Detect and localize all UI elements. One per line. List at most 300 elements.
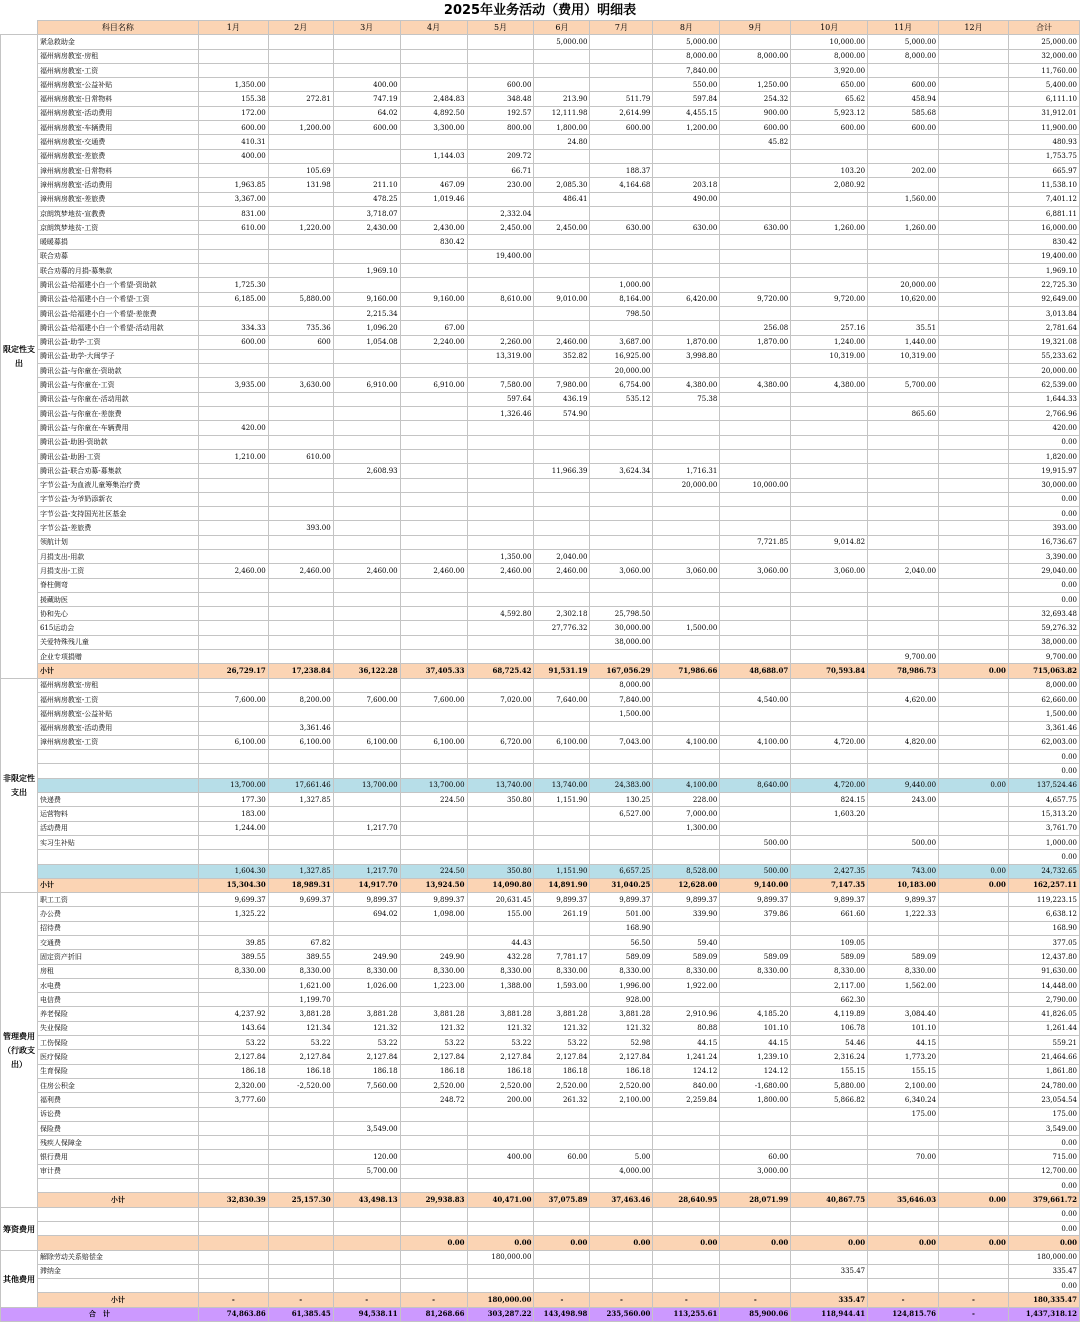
- month-value-cell[interactable]: 3,687.00: [590, 335, 653, 349]
- month-value-cell[interactable]: 25,157.30: [268, 1193, 333, 1207]
- month-value-cell[interactable]: [268, 63, 333, 77]
- month-value-cell[interactable]: [868, 678, 939, 692]
- month-value-cell[interactable]: [467, 707, 534, 721]
- row-total-cell[interactable]: 715.00: [1008, 1150, 1079, 1164]
- month-value-cell[interactable]: [939, 335, 1009, 349]
- month-value-cell[interactable]: [653, 721, 720, 735]
- month-value-cell[interactable]: 5,880.00: [268, 292, 333, 306]
- month-value-cell[interactable]: 4,720.00: [791, 778, 868, 792]
- month-value-cell[interactable]: [720, 278, 791, 292]
- month-value-cell[interactable]: [653, 421, 720, 435]
- month-value-cell[interactable]: [939, 821, 1009, 835]
- month-value-cell[interactable]: 53.22: [198, 1036, 268, 1050]
- row-name-cell[interactable]: 福州病房教室-房租: [37, 678, 198, 692]
- month-value-cell[interactable]: 7,980.00: [534, 378, 590, 392]
- month-value-cell[interactable]: [590, 721, 653, 735]
- month-value-cell[interactable]: [791, 621, 868, 635]
- row-total-cell[interactable]: 175.00: [1008, 1107, 1079, 1121]
- month-value-cell[interactable]: 6,910.00: [400, 378, 467, 392]
- month-value-cell[interactable]: 743.00: [868, 864, 939, 878]
- month-value-cell[interactable]: 8,200.00: [268, 692, 333, 706]
- row-total-cell[interactable]: 379,661.72: [1008, 1193, 1079, 1207]
- month-value-cell[interactable]: [653, 1264, 720, 1278]
- month-value-cell[interactable]: 7,600.00: [400, 692, 467, 706]
- month-value-cell[interactable]: 9,899.37: [720, 893, 791, 907]
- month-value-cell[interactable]: 2,520.00: [534, 1078, 590, 1092]
- month-value-cell[interactable]: 7,580.00: [467, 378, 534, 392]
- month-value-cell[interactable]: [720, 249, 791, 263]
- row-total-cell[interactable]: 0.00: [1008, 507, 1079, 521]
- month-value-cell[interactable]: [268, 835, 333, 849]
- month-value-cell[interactable]: 254.32: [720, 92, 791, 106]
- month-value-cell[interactable]: [467, 264, 534, 278]
- grand-total-month-cell[interactable]: 143,498.98: [534, 1307, 590, 1321]
- month-value-cell[interactable]: 2,430.00: [333, 221, 400, 235]
- month-value-cell[interactable]: [268, 478, 333, 492]
- month-value-cell[interactable]: [333, 521, 400, 535]
- month-value-cell[interactable]: 9,899.37: [868, 893, 939, 907]
- month-value-cell[interactable]: [868, 492, 939, 506]
- month-value-cell[interactable]: 80.88: [653, 1021, 720, 1035]
- month-value-cell[interactable]: [534, 721, 590, 735]
- month-value-cell[interactable]: 10,319.00: [791, 349, 868, 363]
- month-value-cell[interactable]: 1,440.00: [868, 335, 939, 349]
- month-value-cell[interactable]: [653, 1121, 720, 1135]
- header-month[interactable]: 3月: [333, 21, 400, 35]
- month-value-cell[interactable]: [720, 721, 791, 735]
- month-value-cell[interactable]: [939, 449, 1009, 463]
- month-value-cell[interactable]: [534, 1107, 590, 1121]
- month-value-cell[interactable]: [198, 750, 268, 764]
- month-value-cell[interactable]: [268, 306, 333, 320]
- row-total-cell[interactable]: 1,000.00: [1008, 835, 1079, 849]
- month-value-cell[interactable]: [400, 607, 467, 621]
- month-value-cell[interactable]: [868, 364, 939, 378]
- month-value-cell[interactable]: 13,700.00: [198, 778, 268, 792]
- row-name-cell[interactable]: 福州病房教室-活动费用: [37, 106, 198, 120]
- month-value-cell[interactable]: [868, 607, 939, 621]
- row-name-cell[interactable]: [37, 1179, 198, 1193]
- month-value-cell[interactable]: 2,316.24: [791, 1050, 868, 1064]
- month-value-cell[interactable]: [400, 621, 467, 635]
- month-value-cell[interactable]: 2,910.96: [653, 1007, 720, 1021]
- month-value-cell[interactable]: [868, 535, 939, 549]
- month-value-cell[interactable]: 4,592.80: [467, 607, 534, 621]
- month-value-cell[interactable]: [653, 1150, 720, 1164]
- month-value-cell[interactable]: 4,820.00: [868, 735, 939, 749]
- month-value-cell[interactable]: 436.19: [534, 392, 590, 406]
- month-value-cell[interactable]: [400, 678, 467, 692]
- month-value-cell[interactable]: 2,080.92: [791, 178, 868, 192]
- row-name-cell[interactable]: [37, 850, 198, 864]
- month-value-cell[interactable]: 75.38: [653, 392, 720, 406]
- month-value-cell[interactable]: [791, 249, 868, 263]
- row-total-cell[interactable]: 41,826.05: [1008, 1007, 1079, 1021]
- month-value-cell[interactable]: [400, 507, 467, 521]
- month-value-cell[interactable]: [653, 521, 720, 535]
- month-value-cell[interactable]: [653, 149, 720, 163]
- month-value-cell[interactable]: [868, 921, 939, 935]
- month-value-cell[interactable]: [791, 206, 868, 220]
- month-value-cell[interactable]: [198, 607, 268, 621]
- month-value-cell[interactable]: 224.50: [400, 864, 467, 878]
- month-value-cell[interactable]: [653, 635, 720, 649]
- month-value-cell[interactable]: [868, 478, 939, 492]
- month-value-cell[interactable]: 2,430.00: [400, 221, 467, 235]
- month-value-cell[interactable]: [333, 549, 400, 563]
- month-value-cell[interactable]: [939, 921, 1009, 935]
- month-value-cell[interactable]: [939, 950, 1009, 964]
- month-value-cell[interactable]: [333, 921, 400, 935]
- month-value-cell[interactable]: [467, 1279, 534, 1293]
- month-value-cell[interactable]: [939, 1107, 1009, 1121]
- month-value-cell[interactable]: [590, 192, 653, 206]
- row-name-cell[interactable]: 腾讯公益-助困-资助款: [37, 435, 198, 449]
- month-value-cell[interactable]: [198, 993, 268, 1007]
- month-value-cell[interactable]: 1,096.20: [333, 321, 400, 335]
- month-value-cell[interactable]: 60.00: [534, 1150, 590, 1164]
- month-value-cell[interactable]: [868, 750, 939, 764]
- month-value-cell[interactable]: 334.33: [198, 321, 268, 335]
- month-value-cell[interactable]: [590, 1250, 653, 1264]
- grand-total-month-cell[interactable]: 74,863.86: [198, 1307, 268, 1321]
- month-value-cell[interactable]: 900.00: [720, 106, 791, 120]
- month-value-cell[interactable]: 172.00: [198, 106, 268, 120]
- month-value-cell[interactable]: [939, 707, 1009, 721]
- month-value-cell[interactable]: 211.10: [333, 178, 400, 192]
- month-value-cell[interactable]: [467, 650, 534, 664]
- row-name-cell[interactable]: 月捐支出-用款: [37, 549, 198, 563]
- month-value-cell[interactable]: [791, 678, 868, 692]
- month-value-cell[interactable]: 200.00: [467, 1093, 534, 1107]
- month-value-cell[interactable]: 67.00: [400, 321, 467, 335]
- month-value-cell[interactable]: 6,720.00: [467, 735, 534, 749]
- month-value-cell[interactable]: [939, 92, 1009, 106]
- month-value-cell[interactable]: [939, 364, 1009, 378]
- month-value-cell[interactable]: [198, 1107, 268, 1121]
- row-name-cell[interactable]: 福州病房教室-工资: [37, 63, 198, 77]
- month-value-cell[interactable]: [791, 721, 868, 735]
- row-name-cell[interactable]: 小计: [37, 1193, 198, 1207]
- month-value-cell[interactable]: [534, 821, 590, 835]
- month-value-cell[interactable]: [868, 421, 939, 435]
- month-value-cell[interactable]: 5,700.00: [868, 378, 939, 392]
- month-value-cell[interactable]: 17,238.84: [268, 664, 333, 678]
- row-name-cell[interactable]: 字节公益-为爷奶添新衣: [37, 492, 198, 506]
- row-total-cell[interactable]: 32,693.48: [1008, 607, 1079, 621]
- month-value-cell[interactable]: [791, 707, 868, 721]
- month-value-cell[interactable]: [198, 306, 268, 320]
- month-value-cell[interactable]: 458.94: [868, 92, 939, 106]
- month-value-cell[interactable]: [653, 206, 720, 220]
- month-value-cell[interactable]: 1,500.00: [590, 707, 653, 721]
- grand-total-month-cell[interactable]: 113,255.61: [653, 1307, 720, 1321]
- row-name-cell[interactable]: 字节公益-为血液儿童筹集治疗费: [37, 478, 198, 492]
- month-value-cell[interactable]: 1,239.10: [720, 1050, 791, 1064]
- row-name-cell[interactable]: 腾讯公益-与你童在-工资: [37, 378, 198, 392]
- month-value-cell[interactable]: [198, 464, 268, 478]
- month-value-cell[interactable]: [720, 464, 791, 478]
- row-name-cell[interactable]: 福州病房教室-房租: [37, 49, 198, 63]
- row-total-cell[interactable]: 30,000.00: [1008, 478, 1079, 492]
- month-value-cell[interactable]: [720, 192, 791, 206]
- month-value-cell[interactable]: [467, 1121, 534, 1135]
- month-value-cell[interactable]: [268, 807, 333, 821]
- month-value-cell[interactable]: 44.15: [720, 1036, 791, 1050]
- month-value-cell[interactable]: 13,700.00: [333, 778, 400, 792]
- month-value-cell[interactable]: 8,000.00: [868, 49, 939, 63]
- month-value-cell[interactable]: [333, 49, 400, 63]
- month-value-cell[interactable]: 1,199.70: [268, 993, 333, 1007]
- month-value-cell[interactable]: [720, 993, 791, 1007]
- month-value-cell[interactable]: [400, 650, 467, 664]
- month-value-cell[interactable]: 17,661.46: [268, 778, 333, 792]
- grand-total-month-cell[interactable]: 303,287.22: [467, 1307, 534, 1321]
- month-value-cell[interactable]: [198, 63, 268, 77]
- month-value-cell[interactable]: 143.64: [198, 1021, 268, 1035]
- month-value-cell[interactable]: [791, 692, 868, 706]
- month-value-cell[interactable]: [400, 1150, 467, 1164]
- month-value-cell[interactable]: [400, 1136, 467, 1150]
- month-value-cell[interactable]: 7,840.00: [590, 692, 653, 706]
- month-value-cell[interactable]: [268, 106, 333, 120]
- month-value-cell[interactable]: 39.85: [198, 936, 268, 950]
- month-value-cell[interactable]: 610.00: [198, 221, 268, 235]
- month-value-cell[interactable]: [467, 921, 534, 935]
- month-value-cell[interactable]: 1,325.22: [198, 907, 268, 921]
- month-value-cell[interactable]: 53.22: [534, 1036, 590, 1050]
- month-value-cell[interactable]: 91,531.19: [534, 664, 590, 678]
- month-value-cell[interactable]: [534, 507, 590, 521]
- month-value-cell[interactable]: 1,210.00: [198, 449, 268, 463]
- month-value-cell[interactable]: 18,989.31: [268, 878, 333, 892]
- row-total-cell[interactable]: 715,063.82: [1008, 664, 1079, 678]
- month-value-cell[interactable]: 8,330.00: [198, 964, 268, 978]
- month-value-cell[interactable]: 6,100.00: [198, 735, 268, 749]
- row-name-cell[interactable]: 福州病房教室-公益补贴: [37, 707, 198, 721]
- month-value-cell[interactable]: 155.38: [198, 92, 268, 106]
- month-value-cell[interactable]: 188.37: [590, 163, 653, 177]
- month-value-cell[interactable]: [400, 707, 467, 721]
- row-name-cell[interactable]: 福州病房教室-车辆费用: [37, 121, 198, 135]
- month-value-cell[interactable]: [868, 1164, 939, 1178]
- month-value-cell[interactable]: [791, 435, 868, 449]
- month-value-cell[interactable]: 3,920.00: [791, 63, 868, 77]
- month-value-cell[interactable]: 630.00: [590, 221, 653, 235]
- header-month[interactable]: 7月: [590, 21, 653, 35]
- month-value-cell[interactable]: 13,740.00: [534, 778, 590, 792]
- month-value-cell[interactable]: [400, 1121, 467, 1135]
- month-value-cell[interactable]: [720, 750, 791, 764]
- month-value-cell[interactable]: [198, 678, 268, 692]
- month-value-cell[interactable]: 186.18: [268, 1064, 333, 1078]
- month-value-cell[interactable]: 3,084.40: [868, 1007, 939, 1021]
- month-value-cell[interactable]: [939, 306, 1009, 320]
- month-value-cell[interactable]: [333, 750, 400, 764]
- month-value-cell[interactable]: [534, 492, 590, 506]
- month-value-cell[interactable]: [939, 178, 1009, 192]
- row-name-cell[interactable]: 残疾人保障金: [37, 1136, 198, 1150]
- month-value-cell[interactable]: [939, 35, 1009, 49]
- month-value-cell[interactable]: 662.30: [791, 993, 868, 1007]
- month-value-cell[interactable]: [868, 635, 939, 649]
- month-value-cell[interactable]: [939, 735, 1009, 749]
- month-value-cell[interactable]: [939, 993, 1009, 1007]
- row-total-cell[interactable]: 420.00: [1008, 421, 1079, 435]
- month-value-cell[interactable]: [400, 1107, 467, 1121]
- month-value-cell[interactable]: [868, 1179, 939, 1193]
- header-month[interactable]: 4月: [400, 21, 467, 35]
- month-value-cell[interactable]: [590, 421, 653, 435]
- month-value-cell[interactable]: 7,020.00: [467, 692, 534, 706]
- month-value-cell[interactable]: [268, 392, 333, 406]
- month-value-cell[interactable]: [400, 49, 467, 63]
- month-value-cell[interactable]: 3,000.00: [720, 1164, 791, 1178]
- month-value-cell[interactable]: 4,237.92: [198, 1007, 268, 1021]
- month-value-cell[interactable]: 1,716.31: [653, 464, 720, 478]
- month-value-cell[interactable]: [791, 850, 868, 864]
- month-value-cell[interactable]: [268, 1221, 333, 1235]
- month-value-cell[interactable]: [534, 78, 590, 92]
- month-value-cell[interactable]: [534, 206, 590, 220]
- month-value-cell[interactable]: [400, 592, 467, 606]
- month-value-cell[interactable]: 2,127.84: [590, 1050, 653, 1064]
- month-value-cell[interactable]: [868, 821, 939, 835]
- month-value-cell[interactable]: 45.82: [720, 135, 791, 149]
- month-value-cell[interactable]: 3,881.28: [590, 1007, 653, 1021]
- month-value-cell[interactable]: [534, 435, 590, 449]
- month-value-cell[interactable]: 175.00: [868, 1107, 939, 1121]
- month-value-cell[interactable]: 393.00: [268, 521, 333, 535]
- month-value-cell[interactable]: 830.42: [400, 235, 467, 249]
- month-value-cell[interactable]: [590, 78, 653, 92]
- month-value-cell[interactable]: [868, 549, 939, 563]
- month-value-cell[interactable]: [534, 235, 590, 249]
- month-value-cell[interactable]: 44.43: [467, 936, 534, 950]
- month-value-cell[interactable]: [939, 978, 1009, 992]
- month-value-cell[interactable]: [590, 1107, 653, 1121]
- month-value-cell[interactable]: [198, 1264, 268, 1278]
- month-value-cell[interactable]: 2,460.00: [198, 564, 268, 578]
- month-value-cell[interactable]: 9,699.37: [268, 893, 333, 907]
- month-value-cell[interactable]: 186.18: [333, 1064, 400, 1078]
- month-value-cell[interactable]: 20,000.00: [868, 278, 939, 292]
- month-value-cell[interactable]: 66.71: [467, 163, 534, 177]
- month-value-cell[interactable]: [653, 850, 720, 864]
- row-name-cell[interactable]: 漳州病房教室-工资: [37, 735, 198, 749]
- month-value-cell[interactable]: [791, 1164, 868, 1178]
- month-value-cell[interactable]: [467, 1207, 534, 1221]
- month-value-cell[interactable]: 2,117.00: [791, 978, 868, 992]
- month-value-cell[interactable]: 5,880.00: [791, 1078, 868, 1092]
- month-value-cell[interactable]: 1,200.00: [653, 121, 720, 135]
- month-value-cell[interactable]: [720, 521, 791, 535]
- month-value-cell[interactable]: [400, 993, 467, 1007]
- month-value-cell[interactable]: [268, 750, 333, 764]
- row-total-cell[interactable]: 12,700.00: [1008, 1164, 1079, 1178]
- row-total-cell[interactable]: 180,335.47: [1008, 1293, 1079, 1307]
- row-name-cell[interactable]: [37, 1221, 198, 1235]
- month-value-cell[interactable]: [868, 764, 939, 778]
- month-value-cell[interactable]: 8,330.00: [400, 964, 467, 978]
- month-value-cell[interactable]: 1,593.00: [534, 978, 590, 992]
- month-value-cell[interactable]: 3,060.00: [791, 564, 868, 578]
- month-value-cell[interactable]: 6,100.00: [333, 735, 400, 749]
- month-value-cell[interactable]: [198, 49, 268, 63]
- month-value-cell[interactable]: [333, 235, 400, 249]
- month-value-cell[interactable]: [268, 850, 333, 864]
- month-value-cell[interactable]: [720, 163, 791, 177]
- month-value-cell[interactable]: [534, 635, 590, 649]
- month-value-cell[interactable]: [467, 492, 534, 506]
- month-value-cell[interactable]: [534, 650, 590, 664]
- month-value-cell[interactable]: 3,630.00: [268, 378, 333, 392]
- month-value-cell[interactable]: [653, 492, 720, 506]
- month-value-cell[interactable]: [268, 821, 333, 835]
- month-value-cell[interactable]: 585.68: [868, 106, 939, 120]
- month-value-cell[interactable]: 335.47: [791, 1264, 868, 1278]
- month-value-cell[interactable]: 20,000.00: [590, 364, 653, 378]
- month-value-cell[interactable]: [534, 1279, 590, 1293]
- row-total-cell[interactable]: 3,761.70: [1008, 821, 1079, 835]
- month-value-cell[interactable]: 589.09: [590, 950, 653, 964]
- header-month[interactable]: 5月: [467, 21, 534, 35]
- month-value-cell[interactable]: -: [333, 1293, 400, 1307]
- month-value-cell[interactable]: 11,966.39: [534, 464, 590, 478]
- month-value-cell[interactable]: 10,000.00: [791, 35, 868, 49]
- month-value-cell[interactable]: [400, 807, 467, 821]
- month-value-cell[interactable]: [720, 178, 791, 192]
- month-value-cell[interactable]: [400, 750, 467, 764]
- month-value-cell[interactable]: 400.00: [333, 78, 400, 92]
- row-name-cell[interactable]: [37, 1279, 198, 1293]
- month-value-cell[interactable]: [534, 750, 590, 764]
- month-value-cell[interactable]: [268, 1179, 333, 1193]
- row-name-cell[interactable]: 房租: [37, 964, 198, 978]
- month-value-cell[interactable]: [868, 521, 939, 535]
- row-total-cell[interactable]: 0.00: [1008, 750, 1079, 764]
- row-name-cell[interactable]: 腾讯公益-助困-工资: [37, 449, 198, 463]
- row-total-cell[interactable]: 24,780.00: [1008, 1078, 1079, 1092]
- row-total-cell[interactable]: 15,313.20: [1008, 807, 1079, 821]
- header-subject-name[interactable]: 科目名称: [37, 21, 198, 35]
- row-name-cell[interactable]: 生育保险: [37, 1064, 198, 1078]
- month-value-cell[interactable]: [268, 621, 333, 635]
- month-value-cell[interactable]: 8,000.00: [791, 49, 868, 63]
- month-value-cell[interactable]: 28,640.95: [653, 1193, 720, 1207]
- month-value-cell[interactable]: [268, 707, 333, 721]
- row-total-cell[interactable]: 38,000.00: [1008, 635, 1079, 649]
- month-value-cell[interactable]: 0.00: [939, 878, 1009, 892]
- month-value-cell[interactable]: [534, 421, 590, 435]
- month-value-cell[interactable]: 3,998.80: [653, 349, 720, 363]
- month-value-cell[interactable]: 180,000.00: [467, 1250, 534, 1264]
- month-value-cell[interactable]: 6,910.00: [333, 378, 400, 392]
- row-total-cell[interactable]: 29,040.00: [1008, 564, 1079, 578]
- row-name-cell[interactable]: 京朗筑梦地贫-宣教费: [37, 206, 198, 220]
- header-month[interactable]: 8月: [653, 21, 720, 35]
- month-value-cell[interactable]: 800.00: [467, 121, 534, 135]
- month-value-cell[interactable]: 2,460.00: [534, 335, 590, 349]
- month-value-cell[interactable]: [590, 521, 653, 535]
- month-value-cell[interactable]: 24.80: [534, 135, 590, 149]
- month-value-cell[interactable]: [868, 135, 939, 149]
- month-value-cell[interactable]: [268, 907, 333, 921]
- month-value-cell[interactable]: [534, 321, 590, 335]
- month-value-cell[interactable]: 8,330.00: [590, 964, 653, 978]
- month-value-cell[interactable]: [534, 478, 590, 492]
- month-value-cell[interactable]: [939, 321, 1009, 335]
